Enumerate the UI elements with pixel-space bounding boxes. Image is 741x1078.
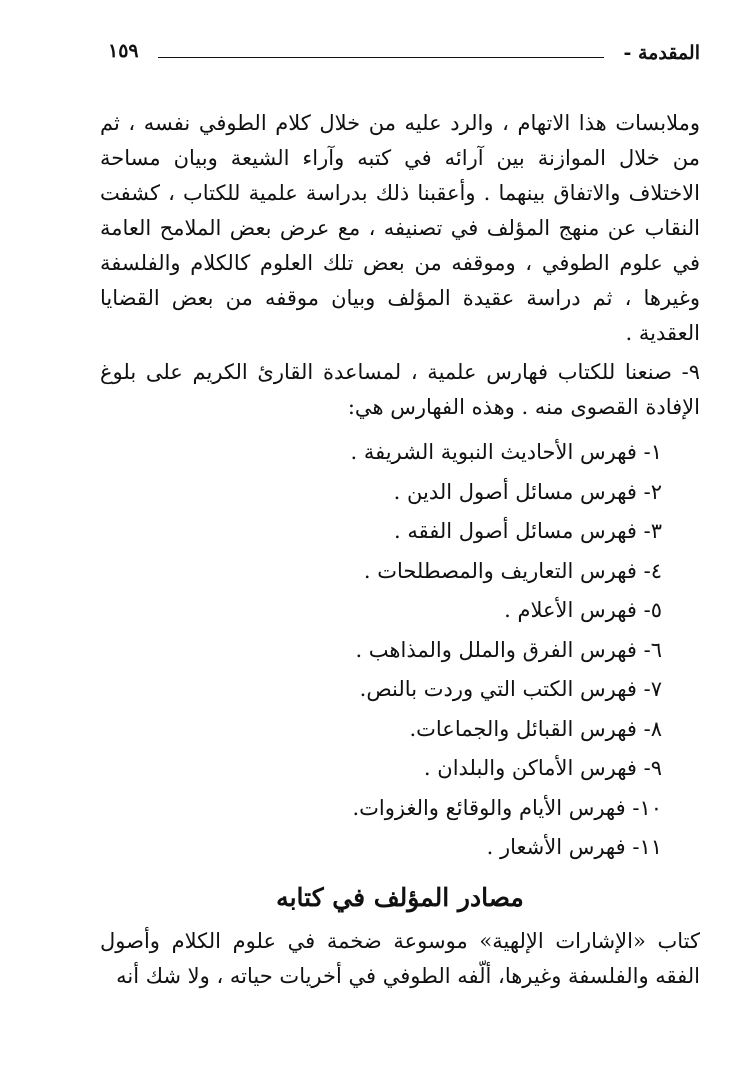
index-item: ٢- فهرس مسائل أصول الدين . [393,479,662,504]
index-item: ٥- فهرس الأعلام . [504,598,662,622]
index-item: ٩- فهرس الأماكن والبلدان . [423,756,662,780]
page-number: ١٥٩ [108,40,139,62]
index-item: ٦- فهرس الفرق والملل والمذاهب . [355,637,662,662]
index-item: ٧- فهرس الكتب التي وردت بالنص. [359,677,662,701]
index-item: ١١- فهرس الأشعار . [486,835,662,859]
index-item: ٨- فهرس القبائل والجماعات. [409,716,662,741]
body-text [100,106,700,994]
header-title: المقدمة - [623,42,700,64]
index-item: ٤- فهرس التعاريف والمصطلحات . [363,558,662,583]
header-rule [158,57,604,58]
paragraph-study-summary: وملابسات هذا الاتهام ، والرد عليه من خلال كلام الطوفي نفسه ، ثم من خلال الموازنة بين آرائه في كتبه وآراء الشيعة وبيان مساحة الاختلاف والاتفاق بينهما . وأعقبنا ذلك بدراسة علمية للكتاب ، كشفت النقاب عن منهج المؤلف في تصنيفه ، مع عرض بعض الملامح العامة في علوم الطوفي ، وموقفه من بعض تلك العلوم كالكلام والفلسفة وغيرها ، ثم دراسة عقيدة المؤلف وبيان موقفه من بعض القضايا العقدية . [100,111,700,345]
index-list [100,433,700,868]
paragraph-sources: كتاب «الإشارات الإلهية» موسوعة ضخمة في علوم الكلام وأصول الفقه والفلسفة وغيرها، ألّفه الطوفي في أخريات حياته ، ولا شك أنه [100,928,700,988]
paragraph-indexes-intro: ٩- صنعنا للكتاب فهارس علمية ، لمساعدة القارئ الكريم على بلوغ الإفادة القصوى منه . وهذه الفهارس هي: [100,360,700,419]
book-page [100,30,700,1050]
section-heading: مصادر المؤلف في كتابه [276,882,524,912]
index-item: ١- فهرس الأحاديث النبوية الشريفة . [350,440,662,464]
index-item: ٣- فهرس مسائل أصول الفقه . [393,519,662,543]
index-item: ١٠- فهرس الأيام والوقائع والغزوات. [352,795,662,820]
running-header [100,30,700,80]
